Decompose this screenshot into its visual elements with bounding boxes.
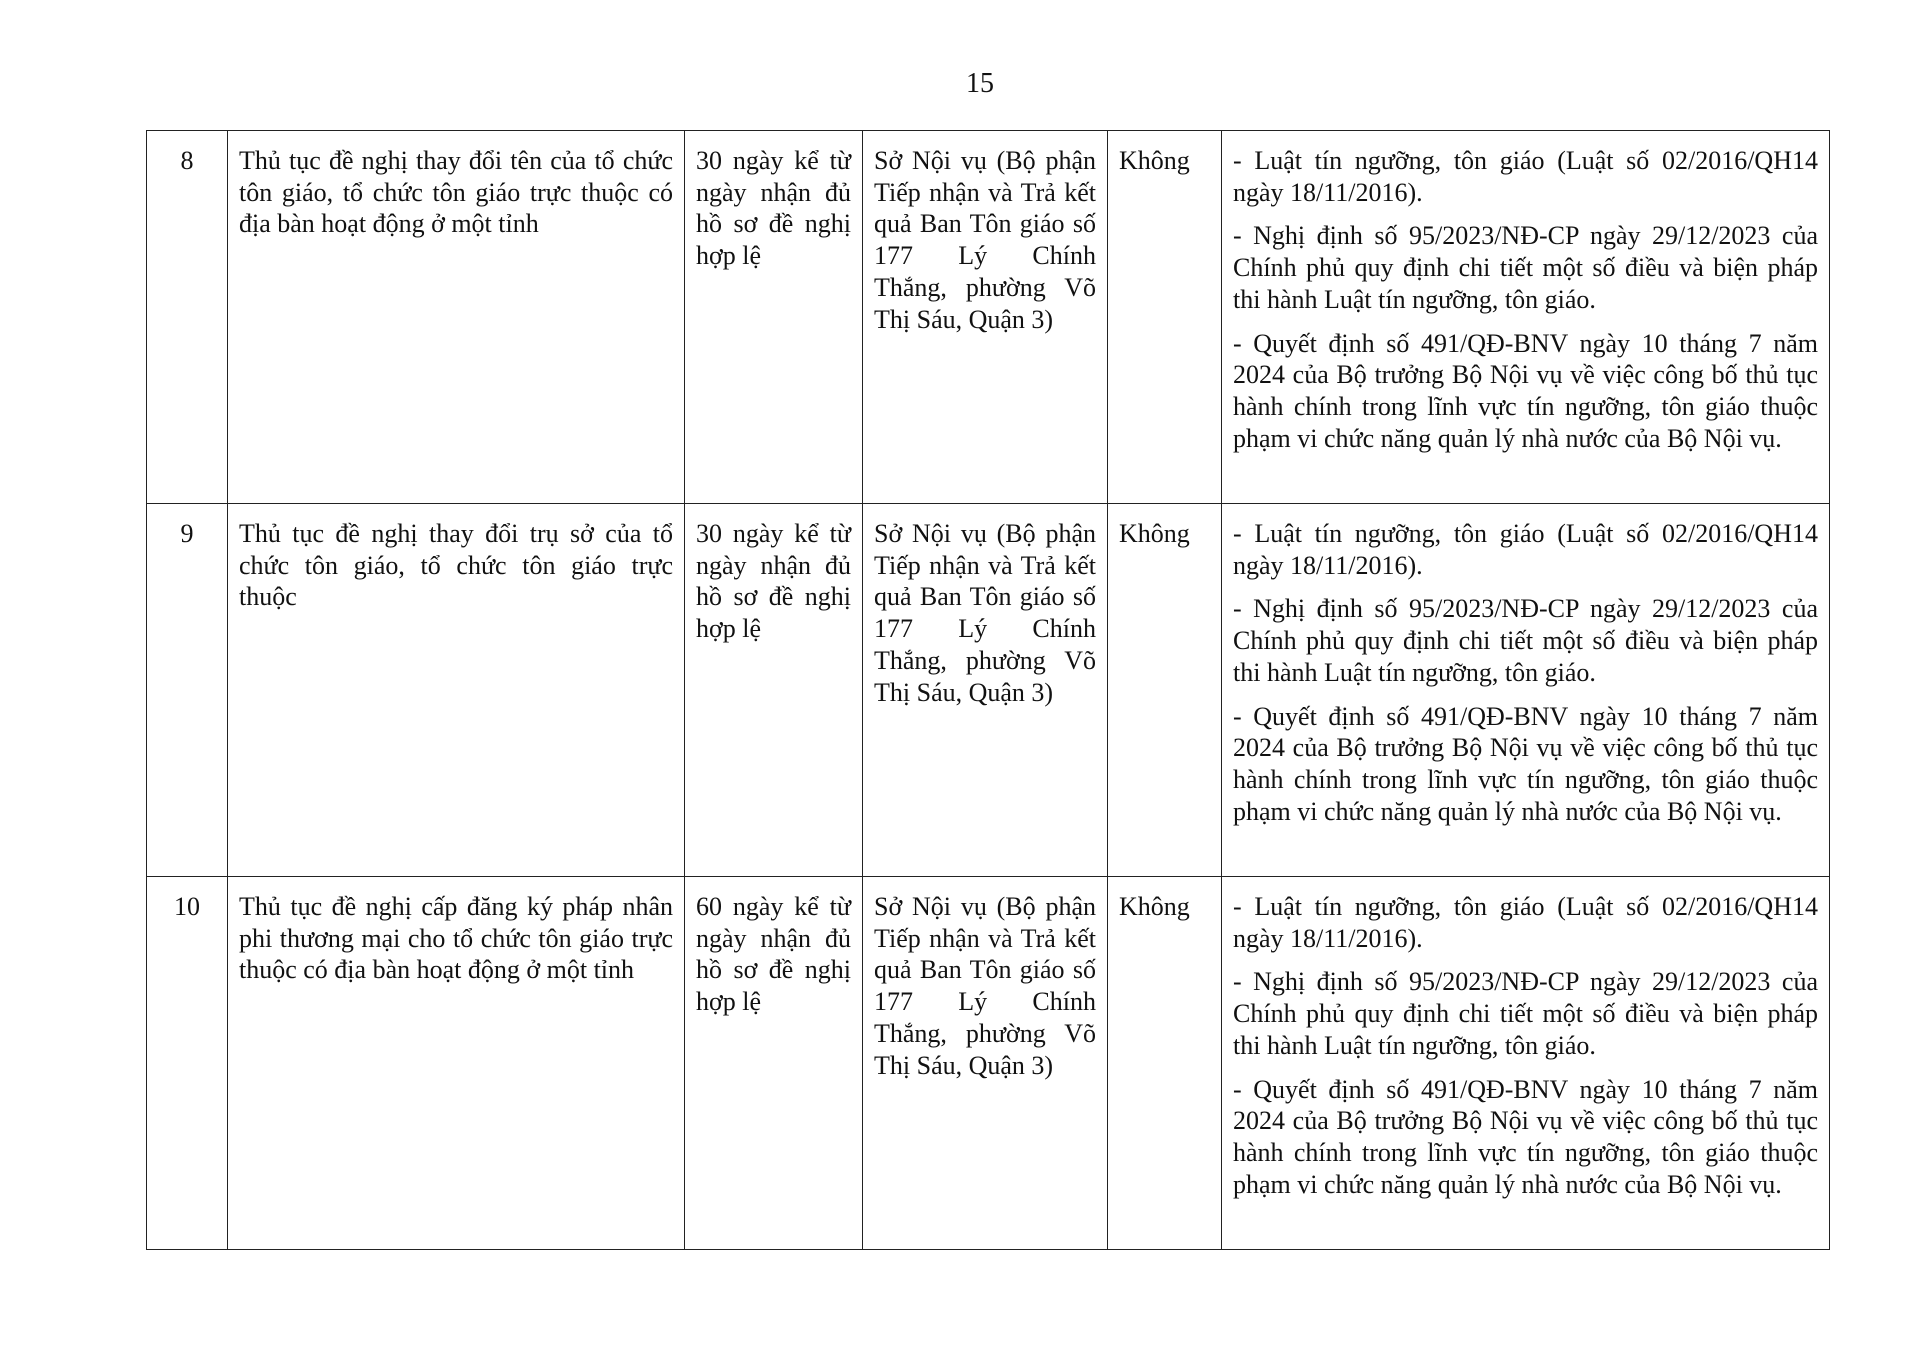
fee: Không [1108,877,1222,1250]
legal-basis-item: - Nghị định số 95/2023/NĐ-CP ngày 29/12/2023 của Chính phủ quy định chi tiết một số điều và biện pháp thi hành Luật tín ngưỡng, tôn giáo. [1233,967,1818,1060]
processing-time: 30 ngày kể từ ngày nhận đủ hồ sơ đề nghị hợp lệ [685,504,863,877]
row-number: 10 [147,877,228,1250]
fee: Không [1108,131,1222,504]
table-row [147,131,1830,504]
submission-place: Sở Nội vụ (Bộ phận Tiếp nhận và Trả kết quả Ban Tôn giáo số 177 Lý Chính Thắng, phường Võ Thị Sáu, Quận 3) [863,877,1108,1250]
legal-basis-item: - Nghị định số 95/2023/NĐ-CP ngày 29/12/2023 của Chính phủ quy định chi tiết một số điều và biện pháp thi hành Luật tín ngưỡng, tôn giáo. [1233,594,1818,687]
processing-time: 30 ngày kể từ ngày nhận đủ hồ sơ đề nghị hợp lệ [685,131,863,504]
legal-basis [1222,504,1830,877]
procedure-name: Thủ tục đề nghị cấp đăng ký pháp nhân phi thương mại cho tổ chức tôn giáo trực thuộc có địa bàn hoạt động ở một tỉnh [228,877,685,1250]
page-number: 15 [966,68,994,99]
table-row [147,877,1830,1250]
fee: Không [1108,504,1222,877]
submission-place: Sở Nội vụ (Bộ phận Tiếp nhận và Trả kết quả Ban Tôn giáo số 177 Lý Chính Thắng, phường Võ Thị Sáu, Quận 3) [863,131,1108,504]
legal-basis-item: - Quyết định số 491/QĐ-BNV ngày 10 tháng 7 năm 2024 của Bộ trưởng Bộ Nội vụ về việc công bố thủ tục hành chính trong lĩnh vực tín ngưỡng, tôn giáo thuộc phạm vi chức năng quản lý nhà nước của Bộ Nội vụ. [1233,701,1818,826]
row-number: 8 [147,131,228,504]
legal-basis [1222,877,1830,1250]
legal-basis-item: - Quyết định số 491/QĐ-BNV ngày 10 tháng 7 năm 2024 của Bộ trưởng Bộ Nội vụ về việc công bố thủ tục hành chính trong lĩnh vực tín ngưỡng, tôn giáo thuộc phạm vi chức năng quản lý nhà nước của Bộ Nội vụ. [1233,328,1818,453]
procedure-name: Thủ tục đề nghị thay đổi tên của tổ chức tôn giáo, tổ chức tôn giáo trực thuộc có địa bàn hoạt động ở một tỉnh [228,131,685,504]
row-number: 9 [147,504,228,877]
procedure-name: Thủ tục đề nghị thay đổi trụ sở của tổ chức tôn giáo, tổ chức tôn giáo trực thuộc [228,504,685,877]
procedures-table [146,130,1830,1250]
legal-basis-item: - Luật tín ngưỡng, tôn giáo (Luật số 02/2016/QH14 ngày 18/11/2016). [1233,519,1818,580]
table-row [147,504,1830,877]
legal-basis-item: - Nghị định số 95/2023/NĐ-CP ngày 29/12/2023 của Chính phủ quy định chi tiết một số điều và biện pháp thi hành Luật tín ngưỡng, tôn giáo. [1233,221,1818,314]
processing-time: 60 ngày kể từ ngày nhận đủ hồ sơ đề nghị hợp lệ [685,877,863,1250]
legal-basis-item: - Luật tín ngưỡng, tôn giáo (Luật số 02/2016/QH14 ngày 18/11/2016). [1233,146,1818,207]
legal-basis-item: - Luật tín ngưỡng, tôn giáo (Luật số 02/2016/QH14 ngày 18/11/2016). [1233,892,1818,953]
submission-place: Sở Nội vụ (Bộ phận Tiếp nhận và Trả kết quả Ban Tôn giáo số 177 Lý Chính Thắng, phường Võ Thị Sáu, Quận 3) [863,504,1108,877]
legal-basis-item: - Quyết định số 491/QĐ-BNV ngày 10 tháng 7 năm 2024 của Bộ trưởng Bộ Nội vụ về việc công bố thủ tục hành chính trong lĩnh vực tín ngưỡng, tôn giáo thuộc phạm vi chức năng quản lý nhà nước của Bộ Nội vụ. [1233,1074,1818,1199]
legal-basis [1222,131,1830,504]
